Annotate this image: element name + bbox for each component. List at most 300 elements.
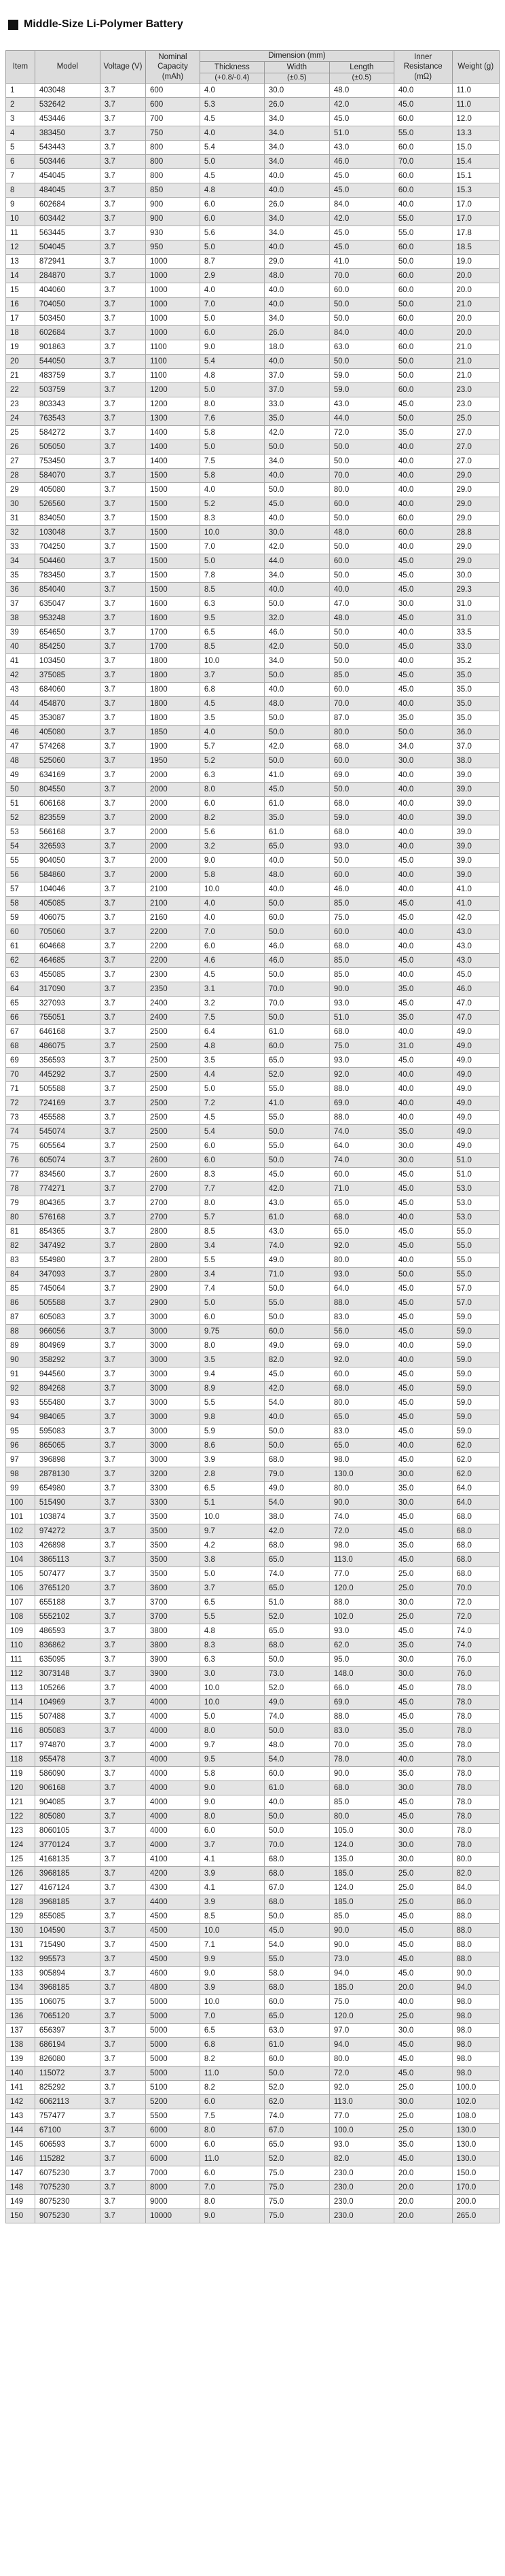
cell-item: 86 <box>6 1296 35 1310</box>
cell-thickness: 9.7 <box>200 1524 264 1539</box>
cell-length: 94.0 <box>329 1967 394 1981</box>
table-row <box>6 355 500 369</box>
cell-width: 75.0 <box>264 2195 329 2209</box>
table-row <box>6 1367 500 1382</box>
cell-width: 50.0 <box>264 1824 329 1838</box>
cell-width: 38.0 <box>264 1510 329 1524</box>
cell-resistance: 45.0 <box>394 1795 452 1810</box>
cell-resistance: 60.0 <box>394 112 452 126</box>
cell-capacity: 4000 <box>146 1681 200 1696</box>
cell-width: 40.0 <box>264 854 329 868</box>
cell-weight: 39.0 <box>452 840 500 854</box>
cell-item: 45 <box>6 711 35 726</box>
cell-weight: 78.0 <box>452 1696 500 1710</box>
cell-resistance: 40.0 <box>394 697 452 711</box>
cell-capacity: 1500 <box>146 483 200 497</box>
cell-length: 93.0 <box>329 997 394 1011</box>
cell-resistance: 60.0 <box>394 526 452 540</box>
cell-capacity: 2000 <box>146 854 200 868</box>
cell-length: 68.0 <box>329 740 394 754</box>
cell-item: 59 <box>6 911 35 925</box>
cell-weight: 130.0 <box>452 2152 500 2166</box>
cell-voltage: 3.7 <box>100 2124 145 2138</box>
cell-item: 97 <box>6 1453 35 1467</box>
cell-weight: 33.5 <box>452 626 500 640</box>
table-row <box>6 412 500 426</box>
cell-model: 656397 <box>35 2024 100 2038</box>
cell-capacity: 4800 <box>146 1981 200 1995</box>
cell-length: 92.0 <box>329 2081 394 2095</box>
cell-resistance: 30.0 <box>394 1781 452 1795</box>
cell-voltage: 3.7 <box>100 583 145 597</box>
cell-model: 7065120 <box>35 2009 100 2024</box>
cell-width: 40.0 <box>264 283 329 298</box>
cell-length: 88.0 <box>329 1596 394 1610</box>
cell-capacity: 800 <box>146 141 200 155</box>
cell-voltage: 3.7 <box>100 1653 145 1667</box>
table-header <box>6 51 500 84</box>
cell-capacity: 3700 <box>146 1596 200 1610</box>
cell-weight: 80.0 <box>452 1853 500 1867</box>
cell-thickness: 9.7 <box>200 1738 264 1753</box>
cell-capacity: 2500 <box>146 1111 200 1125</box>
cell-model: 426898 <box>35 1539 100 1553</box>
cell-length: 85.0 <box>329 897 394 911</box>
cell-model: 3968185 <box>35 1867 100 1881</box>
cell-thickness: 3.8 <box>200 1553 264 1567</box>
cell-model: 586090 <box>35 1767 100 1781</box>
cell-thickness: 3.5 <box>200 1353 264 1367</box>
cell-weight: 39.0 <box>452 825 500 840</box>
table-row <box>6 1482 500 1496</box>
cell-item: 23 <box>6 397 35 412</box>
cell-width: 33.0 <box>264 397 329 412</box>
cell-voltage: 3.7 <box>100 255 145 269</box>
cell-model: 8075230 <box>35 2195 100 2209</box>
header-width-tolerance: (±0.5) <box>264 73 329 84</box>
cell-thickness: 3.4 <box>200 1268 264 1282</box>
cell-resistance: 30.0 <box>394 1853 452 1867</box>
cell-capacity: 1950 <box>146 754 200 768</box>
cell-model: 704250 <box>35 540 100 554</box>
cell-model: 317090 <box>35 982 100 997</box>
cell-resistance: 30.0 <box>394 1824 452 1838</box>
cell-length: 130.0 <box>329 1467 394 1482</box>
cell-resistance: 40.0 <box>394 84 452 98</box>
cell-capacity: 2200 <box>146 925 200 940</box>
table-row <box>6 1924 500 1938</box>
cell-thickness: 5.0 <box>200 155 264 169</box>
table-row <box>6 2052 500 2067</box>
cell-resistance: 35.0 <box>394 1125 452 1139</box>
table-row <box>6 369 500 383</box>
cell-item: 138 <box>6 2038 35 2052</box>
cell-item: 108 <box>6 1610 35 1624</box>
cell-weight: 31.0 <box>452 597 500 611</box>
cell-resistance: 45.0 <box>394 640 452 654</box>
table-row <box>6 1881 500 1895</box>
cell-width: 45.0 <box>264 1168 329 1182</box>
cell-resistance: 35.0 <box>394 1011 452 1025</box>
cell-thickness: 5.0 <box>200 240 264 255</box>
cell-resistance: 35.0 <box>394 982 452 997</box>
cell-width: 52.0 <box>264 1610 329 1624</box>
cell-resistance: 60.0 <box>394 141 452 155</box>
header-thickness-tolerance: (+0.8/-0.4) <box>200 73 264 84</box>
table-row <box>6 654 500 668</box>
cell-thickness: 5.2 <box>200 497 264 512</box>
cell-length: 113.0 <box>329 2095 394 2109</box>
cell-width: 50.0 <box>264 1153 329 1168</box>
cell-item: 99 <box>6 1482 35 1496</box>
cell-item: 56 <box>6 868 35 882</box>
cell-model: 3073148 <box>35 1667 100 1681</box>
cell-voltage: 3.7 <box>100 2209 145 2223</box>
cell-width: 48.0 <box>264 868 329 882</box>
cell-weight: 62.0 <box>452 1453 500 1467</box>
cell-weight: 39.0 <box>452 797 500 811</box>
cell-capacity: 3600 <box>146 1581 200 1596</box>
cell-thickness: 6.0 <box>200 2166 264 2181</box>
cell-thickness: 7.0 <box>200 2009 264 2024</box>
cell-voltage: 3.7 <box>100 1211 145 1225</box>
cell-item: 131 <box>6 1938 35 1952</box>
cell-resistance: 55.0 <box>394 226 452 240</box>
cell-item: 149 <box>6 2195 35 2209</box>
table-row <box>6 1396 500 1410</box>
cell-resistance: 40.0 <box>394 968 452 982</box>
cell-voltage: 3.7 <box>100 754 145 768</box>
cell-thickness: 5.4 <box>200 1125 264 1139</box>
cell-width: 30.0 <box>264 84 329 98</box>
cell-width: 45.0 <box>264 1367 329 1382</box>
cell-voltage: 3.7 <box>100 2009 145 2024</box>
cell-resistance: 40.0 <box>394 1753 452 1767</box>
cell-resistance: 45.0 <box>394 683 452 697</box>
cell-weight: 78.0 <box>452 1767 500 1781</box>
cell-length: 60.0 <box>329 1367 394 1382</box>
cell-item: 103 <box>6 1539 35 1553</box>
cell-length: 70.0 <box>329 1738 394 1753</box>
cell-model: 606593 <box>35 2138 100 2152</box>
table-row <box>6 1596 500 1610</box>
table-row <box>6 1168 500 1182</box>
table-row <box>6 1068 500 1082</box>
cell-capacity: 2500 <box>146 1082 200 1096</box>
cell-capacity: 5000 <box>146 2052 200 2067</box>
cell-model: 358292 <box>35 1353 100 1367</box>
cell-model: 753450 <box>35 454 100 469</box>
cell-capacity: 1400 <box>146 454 200 469</box>
table-row <box>6 1681 500 1696</box>
cell-width: 50.0 <box>264 897 329 911</box>
cell-length: 102.0 <box>329 1610 394 1624</box>
cell-capacity: 3900 <box>146 1667 200 1681</box>
cell-voltage: 3.7 <box>100 940 145 954</box>
cell-voltage: 3.7 <box>100 1924 145 1938</box>
cell-weight: 170.0 <box>452 2181 500 2195</box>
cell-voltage: 3.7 <box>100 1738 145 1753</box>
cell-item: 21 <box>6 369 35 383</box>
cell-resistance: 50.0 <box>394 355 452 369</box>
cell-weight: 29.3 <box>452 583 500 597</box>
cell-capacity: 6000 <box>146 2124 200 2138</box>
cell-voltage: 3.7 <box>100 697 145 711</box>
cell-item: 36 <box>6 583 35 597</box>
cell-capacity: 1800 <box>146 654 200 668</box>
cell-weight: 70.0 <box>452 1581 500 1596</box>
cell-width: 61.0 <box>264 797 329 811</box>
cell-resistance: 25.0 <box>394 2124 452 2138</box>
cell-width: 52.0 <box>264 1681 329 1696</box>
cell-weight: 15.1 <box>452 169 500 183</box>
cell-length: 88.0 <box>329 1082 394 1096</box>
cell-width: 63.0 <box>264 2024 329 2038</box>
cell-thickness: 4.0 <box>200 84 264 98</box>
cell-voltage: 3.7 <box>100 1111 145 1125</box>
cell-weight: 20.0 <box>452 269 500 283</box>
cell-length: 87.0 <box>329 711 394 726</box>
cell-resistance: 40.0 <box>394 326 452 340</box>
table-row <box>6 126 500 141</box>
cell-model: 901863 <box>35 340 100 355</box>
cell-resistance: 25.0 <box>394 1881 452 1895</box>
cell-item: 4 <box>6 126 35 141</box>
cell-width: 50.0 <box>264 668 329 683</box>
cell-capacity: 700 <box>146 112 200 126</box>
cell-voltage: 3.7 <box>100 811 145 825</box>
cell-length: 85.0 <box>329 668 394 683</box>
cell-resistance: 45.0 <box>394 1453 452 1467</box>
cell-capacity: 1100 <box>146 355 200 369</box>
cell-resistance: 35.0 <box>394 1539 452 1553</box>
cell-thickness: 3.4 <box>200 1239 264 1253</box>
cell-item: 44 <box>6 697 35 711</box>
cell-voltage: 3.7 <box>100 469 145 483</box>
cell-length: 75.0 <box>329 1039 394 1054</box>
cell-model: 464685 <box>35 954 100 968</box>
cell-model: 602684 <box>35 198 100 212</box>
cell-width: 50.0 <box>264 968 329 982</box>
cell-model: 604668 <box>35 940 100 954</box>
cell-capacity: 2600 <box>146 1153 200 1168</box>
cell-weight: 23.0 <box>452 383 500 397</box>
cell-resistance: 45.0 <box>394 1196 452 1211</box>
cell-weight: 29.0 <box>452 497 500 512</box>
cell-model: 686194 <box>35 2038 100 2052</box>
table-row <box>6 2209 500 2223</box>
cell-thickness: 9.75 <box>200 1325 264 1339</box>
cell-resistance: 45.0 <box>394 2152 452 2166</box>
cell-resistance: 45.0 <box>394 1696 452 1710</box>
cell-model: 995573 <box>35 1952 100 1967</box>
cell-capacity: 5000 <box>146 1995 200 2009</box>
cell-length: 83.0 <box>329 1310 394 1325</box>
cell-length: 70.0 <box>329 269 394 283</box>
header-length: Length <box>329 62 394 73</box>
cell-width: 37.0 <box>264 369 329 383</box>
table-row <box>6 640 500 654</box>
cell-resistance: 30.0 <box>394 1667 452 1681</box>
table-row <box>6 754 500 768</box>
table-row <box>6 968 500 982</box>
cell-width: 40.0 <box>264 882 329 897</box>
cell-item: 40 <box>6 640 35 654</box>
cell-model: 646168 <box>35 1025 100 1039</box>
cell-weight: 98.0 <box>452 2024 500 2038</box>
cell-width: 50.0 <box>264 1910 329 1924</box>
cell-length: 66.0 <box>329 1681 394 1696</box>
cell-length: 48.0 <box>329 84 394 98</box>
cell-length: 45.0 <box>329 169 394 183</box>
cell-length: 93.0 <box>329 1624 394 1639</box>
cell-resistance: 45.0 <box>394 1967 452 1981</box>
cell-thickness: 4.0 <box>200 483 264 497</box>
cell-voltage: 3.7 <box>100 640 145 654</box>
cell-item: 64 <box>6 982 35 997</box>
cell-model: 3968185 <box>35 1981 100 1995</box>
cell-voltage: 3.7 <box>100 1367 145 1382</box>
cell-item: 95 <box>6 1425 35 1439</box>
cell-length: 85.0 <box>329 1795 394 1810</box>
cell-resistance: 25.0 <box>394 1567 452 1581</box>
cell-resistance: 45.0 <box>394 1681 452 1696</box>
cell-length: 80.0 <box>329 1396 394 1410</box>
cell-item: 150 <box>6 2209 35 2223</box>
cell-width: 50.0 <box>264 1724 329 1738</box>
cell-voltage: 3.7 <box>100 1196 145 1211</box>
cell-resistance: 35.0 <box>394 1738 452 1753</box>
cell-length: 70.0 <box>329 469 394 483</box>
cell-resistance: 40.0 <box>394 469 452 483</box>
cell-voltage: 3.7 <box>100 2081 145 2095</box>
table-row <box>6 1910 500 1924</box>
cell-capacity: 3300 <box>146 1482 200 1496</box>
cell-model: 503759 <box>35 383 100 397</box>
cell-width: 40.0 <box>264 169 329 183</box>
cell-capacity: 1200 <box>146 397 200 412</box>
cell-voltage: 3.7 <box>100 1296 145 1310</box>
cell-resistance: 45.0 <box>394 1910 452 1924</box>
cell-width: 54.0 <box>264 1753 329 1767</box>
cell-model: 854040 <box>35 583 100 597</box>
cell-model: 804550 <box>35 783 100 797</box>
cell-item: 27 <box>6 454 35 469</box>
cell-thickness: 5.7 <box>200 1211 264 1225</box>
cell-model: 894268 <box>35 1382 100 1396</box>
cell-model: 635095 <box>35 1653 100 1667</box>
cell-length: 90.0 <box>329 1496 394 1510</box>
cell-resistance: 45.0 <box>394 1239 452 1253</box>
cell-capacity: 5000 <box>146 2009 200 2024</box>
cell-model: 704050 <box>35 298 100 312</box>
cell-thickness: 5.6 <box>200 825 264 840</box>
cell-weight: 59.0 <box>452 1367 500 1382</box>
cell-length: 72.0 <box>329 426 394 440</box>
cell-width: 60.0 <box>264 1767 329 1781</box>
cell-voltage: 3.7 <box>100 1025 145 1039</box>
table-row <box>6 997 500 1011</box>
cell-voltage: 3.7 <box>100 1410 145 1425</box>
cell-item: 6 <box>6 155 35 169</box>
cell-thickness: 3.5 <box>200 1054 264 1068</box>
table-row <box>6 226 500 240</box>
cell-width: 70.0 <box>264 997 329 1011</box>
cell-voltage: 3.7 <box>100 397 145 412</box>
cell-capacity: 2100 <box>146 882 200 897</box>
cell-thickness: 3.9 <box>200 1981 264 1995</box>
cell-length: 60.0 <box>329 683 394 697</box>
cell-item: 127 <box>6 1881 35 1895</box>
cell-capacity: 4400 <box>146 1895 200 1910</box>
cell-length: 68.0 <box>329 1781 394 1795</box>
table-row <box>6 1795 500 1810</box>
cell-weight: 27.0 <box>452 454 500 469</box>
cell-width: 52.0 <box>264 1068 329 1082</box>
cell-length: 74.0 <box>329 1510 394 1524</box>
cell-resistance: 45.0 <box>394 1924 452 1938</box>
cell-capacity: 3700 <box>146 1610 200 1624</box>
cell-model: 406075 <box>35 911 100 925</box>
cell-capacity: 600 <box>146 84 200 98</box>
table-row <box>6 1696 500 1710</box>
cell-thickness: 9.0 <box>200 1795 264 1810</box>
cell-thickness: 5.0 <box>200 1082 264 1096</box>
cell-capacity: 1500 <box>146 497 200 512</box>
cell-width: 52.0 <box>264 2081 329 2095</box>
cell-voltage: 3.7 <box>100 1068 145 1082</box>
table-row <box>6 1082 500 1096</box>
cell-model: 525060 <box>35 754 100 768</box>
cell-item: 121 <box>6 1795 35 1810</box>
cell-resistance: 60.0 <box>394 383 452 397</box>
cell-width: 35.0 <box>264 811 329 825</box>
cell-voltage: 3.7 <box>100 1039 145 1054</box>
table-row <box>6 397 500 412</box>
table-row <box>6 2138 500 2152</box>
cell-resistance: 30.0 <box>394 1496 452 1510</box>
table-row <box>6 526 500 540</box>
cell-resistance: 20.0 <box>394 2195 452 2209</box>
cell-thickness: 4.4 <box>200 1068 264 1082</box>
cell-item: 113 <box>6 1681 35 1696</box>
cell-item: 15 <box>6 283 35 298</box>
cell-weight: 35.0 <box>452 668 500 683</box>
cell-resistance: 45.0 <box>394 1367 452 1382</box>
cell-model: 454045 <box>35 169 100 183</box>
cell-voltage: 3.7 <box>100 1082 145 1096</box>
cell-item: 61 <box>6 940 35 954</box>
cell-length: 84.0 <box>329 326 394 340</box>
cell-weight: 30.0 <box>452 569 500 583</box>
cell-width: 46.0 <box>264 626 329 640</box>
cell-item: 18 <box>6 326 35 340</box>
cell-weight: 35.2 <box>452 654 500 668</box>
table-row <box>6 1410 500 1425</box>
cell-model: 953248 <box>35 611 100 626</box>
header-resistance: Inner Resistance (mΩ) <box>394 51 452 84</box>
cell-voltage: 3.7 <box>100 783 145 797</box>
cell-resistance: 45.0 <box>394 1710 452 1724</box>
header-voltage: Voltage (V) <box>100 51 145 84</box>
cell-capacity: 800 <box>146 169 200 183</box>
cell-item: 101 <box>6 1510 35 1524</box>
cell-thickness: 8.5 <box>200 1225 264 1239</box>
cell-resistance: 35.0 <box>394 1639 452 1653</box>
cell-resistance: 25.0 <box>394 1610 452 1624</box>
cell-model: 984065 <box>35 1410 100 1425</box>
cell-voltage: 3.7 <box>100 2166 145 2181</box>
